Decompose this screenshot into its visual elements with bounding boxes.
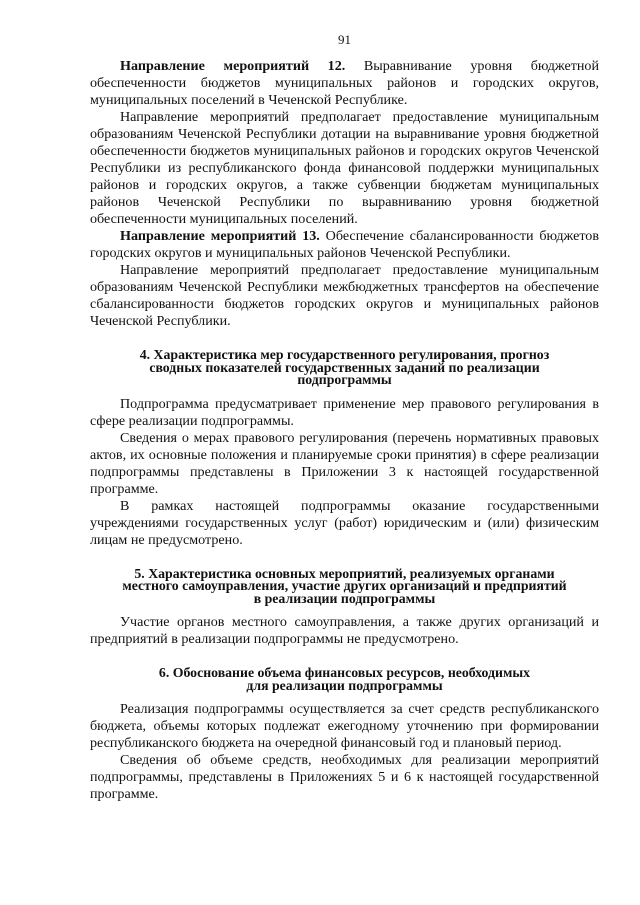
- section-4-paragraph: Подпрограмма предусматривает применение мер правового регулирования в сфере реализации подпрограммы.: [90, 395, 599, 429]
- paragraph-direction-13-details: Направление мероприятий предполагает предоставление муниципальным образованиям Чеченской Республики межбюджетных трансфертов на обеспечение сбалансированности бюджетов городских округов и муниципальных районов Чеченской Республики.: [90, 262, 599, 329]
- section-5-heading-line: в реализации подпрограммы: [253, 590, 436, 606]
- section-6-paragraph: Сведения об объеме средств, необходимых для реализации мероприятий подпрограммы, представлены в Приложениях 5 и 6 к настоящей государственной программе.: [90, 752, 599, 802]
- direction-12-label: Направление мероприятий 12.: [120, 58, 346, 74]
- section-5-heading-line: местного самоуправления, участие других организаций и предприятий: [122, 578, 567, 593]
- direction-13-text: Обеспечение сбалансированности бюджетов городских округов и муниципальных районов Чеченской Республики.: [90, 228, 600, 261]
- section-4-heading: [90, 349, 599, 387]
- section-5-heading: [90, 565, 599, 606]
- page-number: 91: [338, 32, 351, 47]
- section-6-heading-line: 6. Обоснование объема финансовых ресурсов, необходимых: [158, 665, 531, 680]
- paragraph-direction-13: [90, 228, 599, 262]
- section-4-heading-line: 4. Характеристика мер государственного регулирования, прогноз: [139, 347, 550, 362]
- section-4-paragraph: В рамках настоящей подпрограммы оказание государственными учреждениями государственных услуг (работ) юридическим и (или) физическим лицам не предусмотрено.: [90, 497, 599, 548]
- direction-12-text: Выравнивание уровня бюджетной обеспеченности бюджетов муниципальных районов и городских округов, муниципальных поселений в Чеченской Республике.: [90, 58, 599, 108]
- section-6-heading: [90, 667, 599, 692]
- section-4-paragraph: Сведения о мерах правового регулирования (перечень нормативных правовых актов, их основные положения и планируемые сроки принятия) в сфере реализации подпрограммы представлены в Приложении 3 к настоящей государственной программе.: [90, 429, 599, 497]
- paragraph-direction-12-details: Направление мероприятий предполагает предоставление муниципальным образованиям Чеченской Республики дотации на выравнивание уровня бюджетной обеспеченности бюджетов муниципальных районов и городских округов Чеченской Республики из республиканского фонда финансовой поддержки муниципальных районов и городских округов, а также субвенции бюджетам муниципальных районов Чеченской Республики по выравниванию уровня бюджетной обеспеченности муниципальных поселений.: [90, 109, 599, 227]
- direction-13-label: Направление мероприятий 13.: [120, 228, 320, 244]
- section-6-paragraph: Реализация подпрограммы осуществляется за счет средств республиканского бюджета, объемы которых подлежат ежегодному уточнению при формировании республиканского бюджета на очередной финансовый год и плановый период.: [90, 701, 599, 751]
- section-5-heading-line: 5. Характеристика основных мероприятий, реализуемых органами: [134, 565, 555, 581]
- section-5-paragraph: Участие органов местного самоуправления, а также других организаций и предприятий в реализации подпрограммы не предусмотрено.: [90, 614, 599, 647]
- paragraph-direction-12: [90, 58, 599, 109]
- section-6-heading-line: для реализации подпрограммы: [246, 677, 443, 693]
- section-4-heading-line: сводных показателей государственных заданий по реализации: [149, 359, 540, 375]
- section-4-heading-line: подпрограммы: [297, 372, 392, 387]
